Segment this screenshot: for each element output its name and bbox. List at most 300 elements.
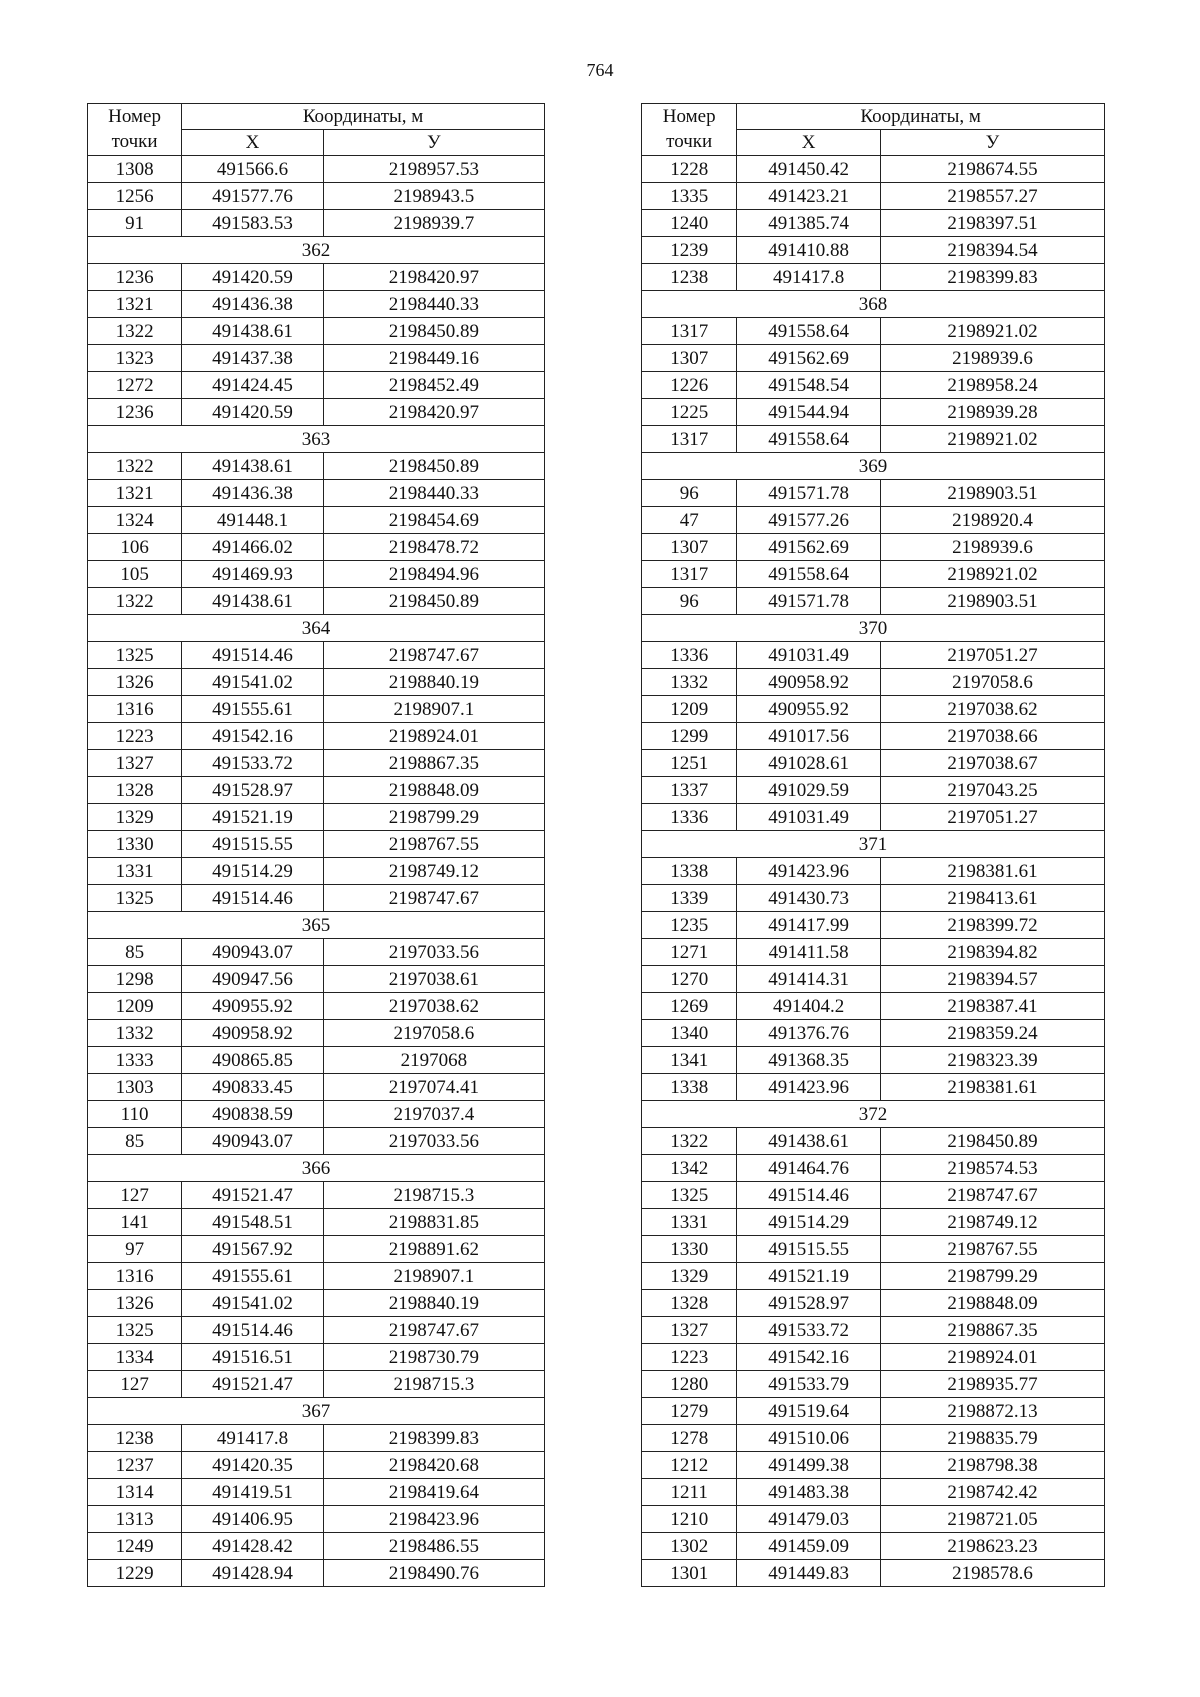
point-number-cell: 1326 [88, 1290, 182, 1317]
x-coordinate-cell: 491028.61 [737, 750, 881, 777]
y-coordinate-cell: 2197058.6 [323, 1020, 544, 1047]
y-coordinate-cell: 2198907.1 [323, 1263, 544, 1290]
section-header-row [88, 912, 545, 939]
y-coordinate-cell: 2198394.54 [880, 237, 1104, 264]
table-row [642, 210, 1105, 237]
point-number-cell: 1336 [642, 804, 737, 831]
point-number-cell: 1325 [88, 642, 182, 669]
table-row [88, 480, 545, 507]
table-row [88, 1236, 545, 1263]
section-number: 364 [88, 615, 545, 642]
point-number-cell: 1235 [642, 912, 737, 939]
point-number-cell: 85 [88, 939, 182, 966]
x-coordinate-cell: 491533.72 [182, 750, 324, 777]
table-row [642, 696, 1105, 723]
point-number-cell: 1325 [88, 885, 182, 912]
table-row [88, 1371, 545, 1398]
y-coordinate-cell: 2198323.39 [880, 1047, 1104, 1074]
y-coordinate-cell: 2198742.42 [880, 1479, 1104, 1506]
point-number-cell: 1341 [642, 1047, 737, 1074]
point-number-cell: 1209 [88, 993, 182, 1020]
x-coordinate-cell: 491438.61 [182, 453, 324, 480]
y-coordinate-cell: 2197038.61 [323, 966, 544, 993]
x-coordinate-cell: 491577.76 [182, 183, 324, 210]
y-coordinate-cell: 2197051.27 [880, 804, 1104, 831]
y-coordinate-cell: 2198935.77 [880, 1371, 1104, 1398]
x-coordinate-cell: 491521.19 [182, 804, 324, 831]
table-row [642, 372, 1105, 399]
y-coordinate-cell: 2198767.55 [323, 831, 544, 858]
table-row [88, 1047, 545, 1074]
point-number-cell: 1298 [88, 966, 182, 993]
x-coordinate-cell: 491469.93 [182, 561, 324, 588]
table-row [88, 1128, 545, 1155]
x-coordinate-cell: 491562.69 [737, 345, 881, 372]
x-coordinate-cell: 491541.02 [182, 1290, 324, 1317]
x-coordinate-cell: 491514.46 [182, 1317, 324, 1344]
y-coordinate-cell: 2198557.27 [880, 183, 1104, 210]
y-coordinate-cell: 2198867.35 [323, 750, 544, 777]
point-number-cell: 1229 [88, 1560, 182, 1587]
point-number-cell: 106 [88, 534, 182, 561]
point-number-cell: 1225 [642, 399, 737, 426]
point-number-cell: 105 [88, 561, 182, 588]
point-number-header-line-1: Номер [108, 106, 161, 127]
point-number-cell: 1327 [642, 1317, 737, 1344]
table-row [88, 885, 545, 912]
section-number: 372 [642, 1101, 1105, 1128]
table-row [88, 1479, 545, 1506]
x-coordinate-cell: 490958.92 [182, 1020, 324, 1047]
point-number-cell: 1322 [88, 453, 182, 480]
y-coordinate-cell: 2198420.97 [323, 264, 544, 291]
x-coordinate-cell: 491514.46 [182, 885, 324, 912]
x-coordinate-cell: 491368.35 [737, 1047, 881, 1074]
x-coordinate-cell: 490943.07 [182, 939, 324, 966]
y-coordinate-cell: 2197068 [323, 1047, 544, 1074]
table-row [642, 1506, 1105, 1533]
x-coordinate-cell: 490943.07 [182, 1128, 324, 1155]
y-coordinate-cell: 2198420.97 [323, 399, 544, 426]
point-number-cell: 1256 [88, 183, 182, 210]
section-header-row [642, 453, 1105, 480]
point-number-cell: 1308 [88, 156, 182, 183]
point-number-cell: 1326 [88, 669, 182, 696]
point-number-cell: 1335 [642, 183, 737, 210]
x-coordinate-cell: 491417.8 [737, 264, 881, 291]
point-number-cell: 1272 [88, 372, 182, 399]
x-coordinate-cell: 491385.74 [737, 210, 881, 237]
y-coordinate-cell: 2197038.62 [880, 696, 1104, 723]
y-coordinate-cell: 2198419.64 [323, 1479, 544, 1506]
point-number-cell: 1322 [88, 318, 182, 345]
point-number-cell: 1323 [88, 345, 182, 372]
table-row [642, 534, 1105, 561]
point-number-header-line-2: точки [666, 131, 713, 152]
y-coordinate-cell: 2197038.62 [323, 993, 544, 1020]
point-number-cell: 1325 [88, 1317, 182, 1344]
point-number-cell: 1307 [642, 345, 737, 372]
table-row [642, 1128, 1105, 1155]
x-coordinate-cell: 491558.64 [737, 561, 881, 588]
table-row [88, 1506, 545, 1533]
x-coordinate-cell: 491515.55 [182, 831, 324, 858]
point-number-cell: 1324 [88, 507, 182, 534]
point-number-cell: 1238 [642, 264, 737, 291]
x-coordinate-cell: 491541.02 [182, 669, 324, 696]
x-coordinate-cell: 491376.76 [737, 1020, 881, 1047]
point-number-cell: 1333 [88, 1047, 182, 1074]
table-row [88, 156, 545, 183]
table-row [88, 966, 545, 993]
table-row [642, 480, 1105, 507]
x-coordinate-cell: 491404.2 [737, 993, 881, 1020]
y-coordinate-cell: 2198903.51 [880, 588, 1104, 615]
table-row [642, 1074, 1105, 1101]
table-row [642, 1533, 1105, 1560]
y-coordinate-cell: 2198831.85 [323, 1209, 544, 1236]
y-coordinate-cell: 2198578.6 [880, 1560, 1104, 1587]
x-coordinate-cell: 491558.64 [737, 426, 881, 453]
point-number-cell: 1327 [88, 750, 182, 777]
x-coordinate-cell: 491420.35 [182, 1452, 324, 1479]
x-coordinate-cell: 491423.96 [737, 858, 881, 885]
y-coordinate-cell: 2198747.67 [880, 1182, 1104, 1209]
table-row [88, 507, 545, 534]
point-number-cell: 1329 [642, 1263, 737, 1290]
point-number-cell: 1212 [642, 1452, 737, 1479]
y-coordinate-cell: 2198454.69 [323, 507, 544, 534]
table-row [642, 1344, 1105, 1371]
table-row [642, 1479, 1105, 1506]
y-coordinate-cell: 2198440.33 [323, 291, 544, 318]
y-coordinate-cell: 2198490.76 [323, 1560, 544, 1587]
table-row [88, 993, 545, 1020]
section-header-row [88, 1398, 545, 1425]
y-coordinate-cell: 2198399.72 [880, 912, 1104, 939]
table-row [642, 993, 1105, 1020]
x-coordinate-cell: 491450.42 [737, 156, 881, 183]
y-coordinate-cell: 2198799.29 [323, 804, 544, 831]
point-number-cell: 1328 [88, 777, 182, 804]
point-number-cell: 1302 [642, 1533, 737, 1560]
x-coordinate-cell: 491510.06 [737, 1425, 881, 1452]
x-coordinate-cell: 491438.61 [182, 318, 324, 345]
x-coordinate-cell: 491410.88 [737, 237, 881, 264]
point-number-cell: 1223 [88, 723, 182, 750]
table-row [642, 912, 1105, 939]
point-number-cell: 1237 [88, 1452, 182, 1479]
point-number-cell: 1249 [88, 1533, 182, 1560]
x-coordinate-cell: 491449.83 [737, 1560, 881, 1587]
x-coordinate-cell: 491406.95 [182, 1506, 324, 1533]
x-coordinate-cell: 490955.92 [182, 993, 324, 1020]
y-coordinate-cell: 2198394.82 [880, 939, 1104, 966]
coordinates-table-left [87, 103, 545, 1587]
point-number-cell: 1332 [88, 1020, 182, 1047]
point-number-cell: 85 [88, 1128, 182, 1155]
x-coordinate-cell: 491544.94 [737, 399, 881, 426]
point-number-header [642, 104, 737, 156]
point-number-cell: 127 [88, 1182, 182, 1209]
x-coordinate-cell: 491528.97 [182, 777, 324, 804]
table-row [642, 345, 1105, 372]
table-row [642, 588, 1105, 615]
point-number-cell: 1338 [642, 858, 737, 885]
y-coordinate-cell: 2198957.53 [323, 156, 544, 183]
y-coordinate-cell: 2198574.53 [880, 1155, 1104, 1182]
y-coordinate-cell: 2198478.72 [323, 534, 544, 561]
point-number-cell: 1211 [642, 1479, 737, 1506]
table-row [88, 1317, 545, 1344]
x-coordinate-cell: 491514.29 [737, 1209, 881, 1236]
y-coordinate-cell: 2198939.7 [323, 210, 544, 237]
x-coordinate-cell: 491542.16 [737, 1344, 881, 1371]
x-coordinate-cell: 491436.38 [182, 480, 324, 507]
table-row [88, 1290, 545, 1317]
table-row [642, 1371, 1105, 1398]
point-number-cell: 110 [88, 1101, 182, 1128]
section-header-row [642, 831, 1105, 858]
x-coordinate-cell: 491548.54 [737, 372, 881, 399]
x-coordinate-cell: 491567.92 [182, 1236, 324, 1263]
table-row [642, 885, 1105, 912]
x-coordinate-cell: 491420.59 [182, 264, 324, 291]
table-row [88, 561, 545, 588]
table-row [88, 534, 545, 561]
point-number-cell: 1313 [88, 1506, 182, 1533]
y-coordinate-cell: 2198920.4 [880, 507, 1104, 534]
x-coordinate-cell: 491448.1 [182, 507, 324, 534]
point-number-cell: 1336 [642, 642, 737, 669]
y-coordinate-cell: 2198747.67 [323, 1317, 544, 1344]
table-row [642, 939, 1105, 966]
point-number-cell: 1340 [642, 1020, 737, 1047]
point-number-cell: 1228 [642, 156, 737, 183]
table-row [642, 1452, 1105, 1479]
y-coordinate-cell: 2198450.89 [323, 318, 544, 345]
table-row [88, 1425, 545, 1452]
y-coordinate-cell: 2197038.67 [880, 750, 1104, 777]
page-number: 764 [586, 60, 614, 80]
y-coordinate-cell: 2198848.09 [880, 1290, 1104, 1317]
table-row [642, 1398, 1105, 1425]
point-number-cell: 1299 [642, 723, 737, 750]
table-row [88, 210, 545, 237]
x-coordinate-cell: 491479.03 [737, 1506, 881, 1533]
x-coordinate-cell: 491031.49 [737, 804, 881, 831]
section-number: 366 [88, 1155, 545, 1182]
y-coordinate-cell: 2198381.61 [880, 858, 1104, 885]
point-number-cell: 1236 [88, 264, 182, 291]
table-row [88, 318, 545, 345]
table-row [642, 804, 1105, 831]
table-row [642, 669, 1105, 696]
table-row [88, 696, 545, 723]
x-coordinate-cell: 491533.72 [737, 1317, 881, 1344]
point-number-header-line-1: Номер [662, 106, 716, 127]
section-header-row [88, 237, 545, 264]
table-row [642, 750, 1105, 777]
y-coordinate-cell: 2198798.38 [880, 1452, 1104, 1479]
x-coordinate-cell: 491417.8 [182, 1425, 324, 1452]
y-coordinate-cell: 2198486.55 [323, 1533, 544, 1560]
table-row [88, 1452, 545, 1479]
x-coordinate-cell: 491419.51 [182, 1479, 324, 1506]
table-row [642, 264, 1105, 291]
y-coordinate-cell: 2198452.49 [323, 372, 544, 399]
point-number-cell: 1330 [642, 1236, 737, 1263]
x-coordinate-cell: 490947.56 [182, 966, 324, 993]
y-coordinate-cell: 2198848.09 [323, 777, 544, 804]
x-coordinate-cell: 491029.59 [737, 777, 881, 804]
y-coordinate-cell: 2198387.41 [880, 993, 1104, 1020]
table-row [88, 723, 545, 750]
table-row [88, 777, 545, 804]
x-coordinate-cell: 491031.49 [737, 642, 881, 669]
x-coordinate-cell: 491464.76 [737, 1155, 881, 1182]
point-number-cell: 1301 [642, 1560, 737, 1587]
table-row [642, 237, 1105, 264]
y-header: У [323, 130, 544, 156]
table-row [642, 561, 1105, 588]
x-coordinate-cell: 491515.55 [737, 1236, 881, 1263]
point-number-cell: 47 [642, 507, 737, 534]
table-row [642, 399, 1105, 426]
y-coordinate-cell: 2198413.61 [880, 885, 1104, 912]
y-coordinate-cell: 2198423.96 [323, 1506, 544, 1533]
x-coordinate-cell: 490838.59 [182, 1101, 324, 1128]
point-number-cell: 1240 [642, 210, 737, 237]
section-number: 369 [642, 453, 1105, 480]
point-number-cell: 91 [88, 210, 182, 237]
point-number-cell: 1317 [642, 318, 737, 345]
y-coordinate-cell: 2198721.05 [880, 1506, 1104, 1533]
x-coordinate-cell: 491428.94 [182, 1560, 324, 1587]
y-coordinate-cell: 2198715.3 [323, 1371, 544, 1398]
table-row [88, 1560, 545, 1587]
y-coordinate-cell: 2198840.19 [323, 669, 544, 696]
point-number-cell: 1322 [642, 1128, 737, 1155]
x-coordinate-cell: 491438.61 [182, 588, 324, 615]
x-coordinate-cell: 491414.31 [737, 966, 881, 993]
point-number-cell: 1328 [642, 1290, 737, 1317]
x-coordinate-cell: 490865.85 [182, 1047, 324, 1074]
table-row [642, 1560, 1105, 1587]
point-number-cell: 1209 [642, 696, 737, 723]
y-coordinate-cell: 2198747.67 [323, 642, 544, 669]
y-coordinate-cell: 2198907.1 [323, 696, 544, 723]
table-row [88, 345, 545, 372]
table-row [642, 1020, 1105, 1047]
x-coordinate-cell: 491420.59 [182, 399, 324, 426]
x-coordinate-cell: 491548.51 [182, 1209, 324, 1236]
section-header-row [642, 291, 1105, 318]
table-row [88, 372, 545, 399]
point-number-cell: 96 [642, 588, 737, 615]
x-coordinate-cell: 491521.19 [737, 1263, 881, 1290]
y-coordinate-cell: 2198420.68 [323, 1452, 544, 1479]
x-coordinate-cell: 491514.46 [182, 642, 324, 669]
point-number-cell: 1279 [642, 1398, 737, 1425]
point-number-cell: 1223 [642, 1344, 737, 1371]
point-number-cell: 1307 [642, 534, 737, 561]
y-coordinate-cell: 2198799.29 [880, 1263, 1104, 1290]
x-coordinate-cell: 491017.56 [737, 723, 881, 750]
table-row [642, 426, 1105, 453]
x-header: X [737, 130, 881, 156]
y-coordinate-cell: 2198399.83 [880, 264, 1104, 291]
table-row [642, 1425, 1105, 1452]
table-row [88, 1533, 545, 1560]
x-coordinate-cell: 491417.99 [737, 912, 881, 939]
point-number-cell: 1339 [642, 885, 737, 912]
coordinates-table-right [641, 103, 1105, 1587]
point-number-cell: 141 [88, 1209, 182, 1236]
section-number: 363 [88, 426, 545, 453]
coordinates-header: Координаты, м [182, 104, 545, 130]
section-header-row [642, 1101, 1105, 1128]
table-row [642, 966, 1105, 993]
y-coordinate-cell: 2198939.6 [880, 345, 1104, 372]
point-number-cell: 1338 [642, 1074, 737, 1101]
y-coordinate-cell: 2198397.51 [880, 210, 1104, 237]
point-number-cell: 1329 [88, 804, 182, 831]
point-number-cell: 97 [88, 1236, 182, 1263]
x-coordinate-cell: 491459.09 [737, 1533, 881, 1560]
y-coordinate-cell: 2198767.55 [880, 1236, 1104, 1263]
x-coordinate-cell: 491528.97 [737, 1290, 881, 1317]
y-coordinate-cell: 2197058.6 [880, 669, 1104, 696]
y-coordinate-cell: 2198924.01 [880, 1344, 1104, 1371]
table-row [88, 1074, 545, 1101]
table-row [642, 1047, 1105, 1074]
point-number-cell: 127 [88, 1371, 182, 1398]
coordinates-table-body [88, 156, 545, 1587]
x-coordinate-cell: 491424.45 [182, 372, 324, 399]
y-coordinate-cell: 2198440.33 [323, 480, 544, 507]
y-coordinate-cell: 2198494.96 [323, 561, 544, 588]
x-coordinate-cell: 491411.58 [737, 939, 881, 966]
x-coordinate-cell: 491438.61 [737, 1128, 881, 1155]
point-number-cell: 1210 [642, 1506, 737, 1533]
x-coordinate-cell: 491423.96 [737, 1074, 881, 1101]
y-coordinate-cell: 2197037.4 [323, 1101, 544, 1128]
x-coordinate-cell: 490833.45 [182, 1074, 324, 1101]
y-coordinate-cell: 2198872.13 [880, 1398, 1104, 1425]
table-row [642, 642, 1105, 669]
table-row [642, 1317, 1105, 1344]
y-coordinate-cell: 2198674.55 [880, 156, 1104, 183]
x-coordinate-cell: 491577.26 [737, 507, 881, 534]
point-number-cell: 1317 [642, 426, 737, 453]
table-row [88, 1263, 545, 1290]
table-row [88, 183, 545, 210]
x-coordinate-cell: 491483.38 [737, 1479, 881, 1506]
y-coordinate-cell: 2198749.12 [880, 1209, 1104, 1236]
y-coordinate-cell: 2198867.35 [880, 1317, 1104, 1344]
point-number-cell: 1321 [88, 291, 182, 318]
table-row [642, 1209, 1105, 1236]
point-number-cell: 1321 [88, 480, 182, 507]
y-coordinate-cell: 2198450.89 [323, 588, 544, 615]
point-number-cell: 1325 [642, 1182, 737, 1209]
table-row [642, 777, 1105, 804]
section-header-row [88, 1155, 545, 1182]
x-coordinate-cell: 491430.73 [737, 885, 881, 912]
y-coordinate-cell: 2198921.02 [880, 561, 1104, 588]
x-coordinate-cell: 491566.6 [182, 156, 324, 183]
